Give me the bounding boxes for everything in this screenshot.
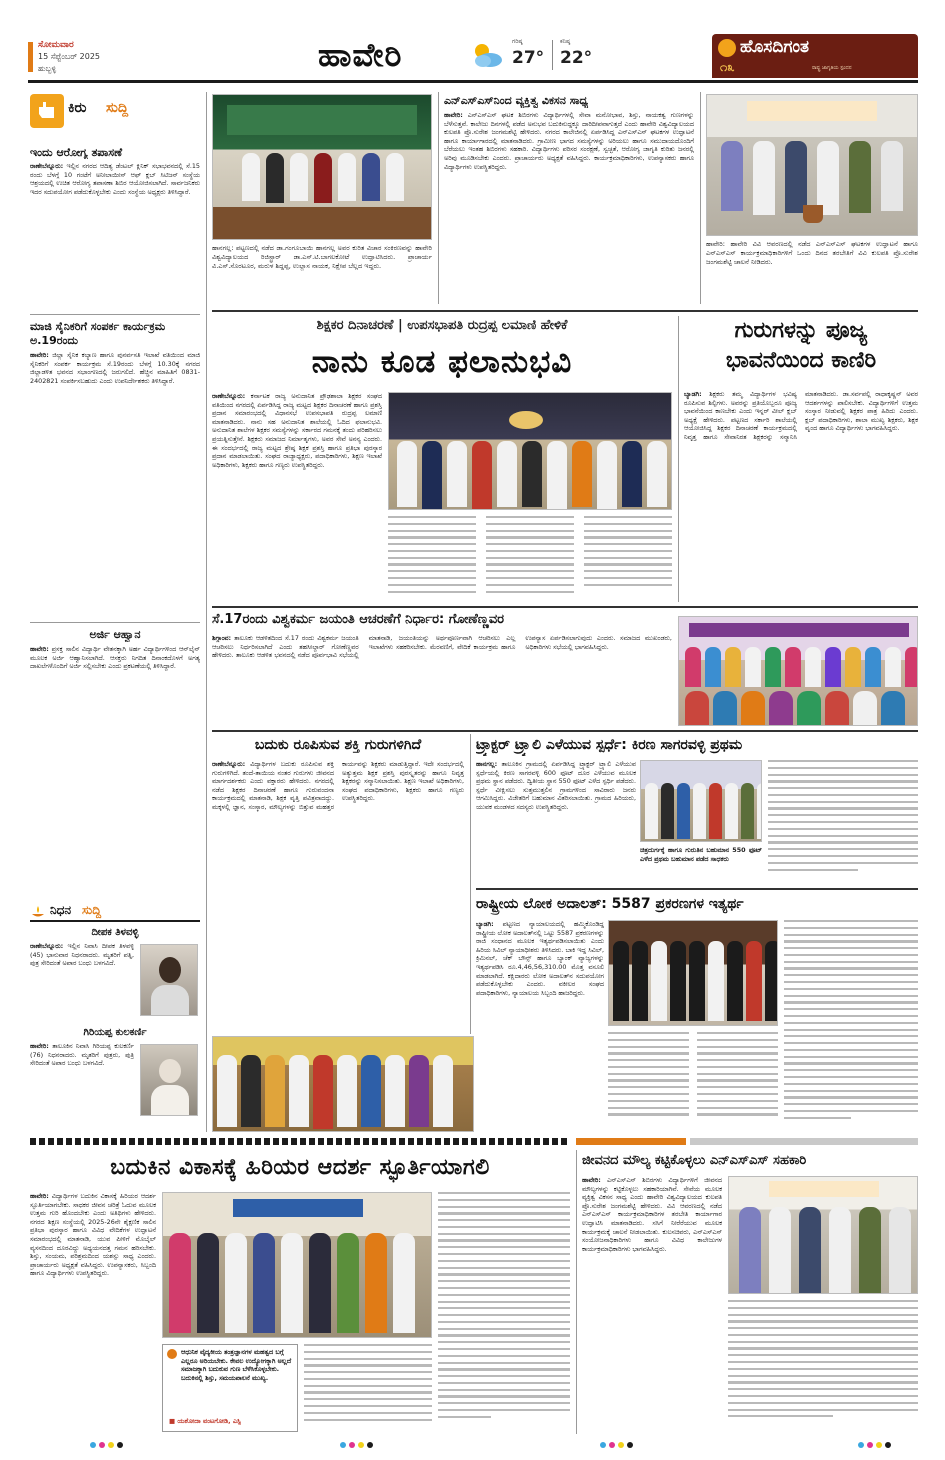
gurugalu-text: ಶಿಕ್ಷಕರು ತಮ್ಮ ವಿದ್ಯಾರ್ಥಿಗಳ ಭವಿಷ್ಯ ರೂಪಿಸುವ ಶಿಲ್ಪಿಗಳು. ಅವರನ್ನು ಪ್ರತಿಯೊಬ್ಬರೂ ಪೂಜ್ಯ ಭಾವನೆಯಿಂದ ಕಾಣಬೇಕು ಎಂದು ಇನ್ನರ್ ವೀಲ್ ಕ್ಲಬ್ ಅಧ್ಯಕ್ಷೆ ಹೇಳಿದರು. ಪಟ್ಟಣದ ಸರ್ಕಾರಿ ಶಾಲೆಯಲ್ಲಿ ಆಯೋಜಿಸಿದ್ದ ಶಿಕ್ಷಕರ ದಿನಾಚರಣೆ ಕಾರ್ಯಕ್ರಮದಲ್ಲಿ ನಿವೃತ್ತ ಹಾಗೂ ಸೇವಾನಿರತ ಶಿಕ್ಷಕರನ್ನು ಸನ್ಮಾನಿಸಿ ಮಾತನಾಡಿದರು. ಡಾ.ಸರ್ವಪಲ್ಲಿ ರಾಧಾಕೃಷ್ಣನ್ ಅವರ ಆದರ್ಶಗಳನ್ನು ಪಾಲಿಸಬೇಕು. ವಿದ್ಯಾರ್ಥಿಗಳಿಗೆ ಉತ್ತಮ ಸಂಸ್ಕಾರ ನೀಡುವಲ್ಲಿ ಶಿಕ್ಷಕರ ಪಾತ್ರ ಹಿರಿದು ಎಂದರು. ಕ್ಲಬ್ ಪದಾಧಿಕಾರಿಗಳು, ಶಾಲಾ ಮುಖ್ಯ ಶಿಕ್ಷಕರು, ಶಿಕ್ಷಕ ವೃಂದ ಹಾಗೂ ವಿದ್ಯಾರ್ಥಿಗಳು ಭಾಗವಹಿಸಿದ್ದರು. <box>684 390 918 441</box>
lok-adalat-dateline: ಬ್ಯಾಡಗಿ: <box>476 920 494 928</box>
vishwakarma-text: ತಾಲೂಕು ಆಡಳಿತದಿಂದ ಸೆ.17 ರಂದು ವಿಶ್ವಕರ್ಮ ಜಯಂತಿ ಆಚರಿಸಲು ನಿರ್ಧರಿಸಲಾಗಿದೆ ಎಂದು ತಹಸೀಲ್ದಾರ್ ಗೋಣೆಣ್ಣವರ ಹೇಳಿದರು. ತಾಲೂಕು ಆಡಳಿತ ಭವನದಲ್ಲಿ ನಡೆದ ಪೂರ್ವಭಾವಿ ಸಭೆಯಲ್ಲಿ ಮಾತನಾಡಿ, ಜಯಂತಿಯನ್ನು ಅರ್ಥಪೂರ್ಣವಾಗಿ ಆಚರಿಸಲು ಎಲ್ಲ ಇಲಾಖೆಗಳು ಸಹಕರಿಸಬೇಕು. ಮೆರವಣಿಗೆ, ವೇದಿಕೆ ಕಾರ್ಯಕ್ರಮ ಹಾಗೂ ಉಪನ್ಯಾಸ ಏರ್ಪಡಿಸಲಾಗುವುದು ಎಂದರು. ಸಮಾಜದ ಮುಖಂಡರು, ಅಧಿಕಾರಿಗಳು ಸಭೆಯಲ್ಲಿ ಭಾಗವಹಿಸಿದ್ದರು. <box>212 634 672 660</box>
brand-name: ಹೊಸದಿಗಂತ <box>740 37 810 57</box>
masthead-rule <box>28 80 918 83</box>
obituary-text: ಇಲ್ಲಿನ ನಿವಾಸಿ ದೀಪಕ ತಿಳವಳ್ಳಿ (45) ಭಾನುವಾರ ನಿಧನರಾದರು. ಮೃತರಿಗೆ ಪತ್ನಿ, ಪುತ್ರ ಸೇರಿದಂತೆ ಅಪಾರ ಬಂಧು ಬಳಗವಿದೆ. <box>30 942 134 968</box>
masthead-title: ಹಾವೇರಿ <box>318 36 403 74</box>
quote-text: ಆಧುನಿಕ ವೈದ್ಯಕೀಯ ತಂತ್ರಜ್ಞಾನಗಳ ಮಹತ್ವದ ಬಗ್ಗೆ ಎಲ್ಲರೂ ಅರಿಯಬೇಕು. ಕೇವಲ ಉದ್ಯೋಗಕ್ಕಾಗಿ ಅಲ್ಲದೆ ಸಮಾಜಕ್ಕಾಗಿ ಬದುಕುವ ಗುಣ ಬೆಳೆಸಿಕೊಳ್ಳಬೇಕು. ಬದುಕಿನಲ್ಲಿ ಶಿಸ್ತು, ಸಮಯಪಾಲನೆ ಮುಖ್ಯ. <box>181 1348 292 1382</box>
brief-lead: ಹಾವೇರಿ: <box>30 645 49 653</box>
temp-divider <box>552 40 553 70</box>
column-rule <box>470 734 471 1034</box>
masthead-day: ಸೋಮವಾರ <box>38 40 74 50</box>
vishwakarma-headline: ಸೆ.17ರಂದು ವಿಶ್ವಕರ್ಮ ಜಯಂತಿ ಆಚರಣೆಗೆ ನಿರ್ಧಾರ: ಗೋಣೆಣ್ಣವರ <box>212 612 505 627</box>
brief-body <box>30 162 200 302</box>
hiriyara-photo-lamp <box>162 1192 432 1338</box>
nidhana-header <box>30 902 200 922</box>
hiriyara-body-continued-b <box>438 1192 570 1432</box>
event-photo-caption: ಹಾನಗಲ್ಲ: ಪಟ್ಟಣದಲ್ಲಿ ನಡೆದ ಡಾ.ಗಂಗೂಬಾಯಿ ಹಾನಗಲ್ಲ ಅವರ ಕುರಿತ ವಿಚಾರ ಸಂಕಿರಣವನ್ನು ಹಾವೇರಿ ವಿಶ್ವವಿದ್ಯಾಲಯದ ರಿಜಿಸ್ಟ್ರಾರ್ ಡಾ.ಎಸ್.ಟಿ.ಬಾಗಲಕೋಟೆ ಉದ್ಘಾಟಿಸಿದರು. ಪ್ರಾಚಾರ್ಯ ವಿ.ಎಸ್.ಸೊರಟೂರ, ಮರುಳ ಶಿದ್ದಪ್ಪ, ಉಲ್ಲಾಸ ನಾಯಕ, ನಿಕ್ಷೇಪ ಬೆಲ್ಲದ ಇದ್ದರು. <box>212 244 432 270</box>
gurugalu-body <box>684 390 918 602</box>
nss-photo-plant <box>706 94 918 236</box>
quote-author: ■ ಯಶೋದಾ ವಂಟಗೋಡಿ, ಎಸ್ಪಿ <box>169 1417 242 1425</box>
tractor-headline: ಟ್ರ್ಯಾಕ್ಟರ್ ಟ್ರ್ಯಾಲಿ ಎಳೆಯುವ ಸ್ಪರ್ಧೆ: ಕಿರಣ ಸಾಗರವಳ್ಳಿ ಪ್ರಥಮ <box>476 737 743 753</box>
temp-min-label: ಕನಿಷ್ಠ <box>560 38 571 45</box>
column-rule <box>700 92 701 304</box>
event-photo-stage <box>212 94 432 240</box>
lamp-icon <box>30 904 46 918</box>
weather-icon <box>470 40 504 70</box>
baduku-dateline: ರಾಣೇಬೆನ್ನೂರು: <box>212 760 246 768</box>
brief-lead: ರಾಣೇಬೆನ್ನೂರು: <box>30 162 64 170</box>
kirusuddi-label-orange: ಸುದ್ದಿ <box>106 100 129 116</box>
nidhana-label-dark: ನಿಧನ <box>50 903 72 917</box>
tractor-body-right <box>768 760 918 882</box>
page-number: ೧೩ <box>720 60 735 75</box>
obituary-body <box>30 942 134 1020</box>
masthead-date-box <box>28 40 168 76</box>
brief-text: ಇಲ್ಲಿನ ನಗರದ ಆದಿತ್ಯ ಡೆಂಟಲ್ ಕ್ಲಿನಿಕ್ ಸಭಾಭವನದಲ್ಲಿ ಸೆ.15 ರಂದು ಬೆಳಗ್ಗೆ 10 ಗಂಟೆಗೆ ಅನೀಲಾಯೀಸ್ ಆಫ್ ಕ್ಲಬ್ ಸಿಟಿಜನ್ ಸಂಸ್ಥೆಯ ಆಶ್ರಯದಲ್ಲಿ ಉಚಿತ ಆರೋಗ್ಯ ತಪಾಸಣಾ ಶಿಬಿರ ಆಯೋಜಿಸಲಾಗಿದೆ. ಸಾರ್ವಜನಿಕರು ಇದರ ಸದುಪಯೋಗ ಪಡೆದುಕೊಳ್ಳಬೇಕು ಎಂದು ಸಂಸ್ಥೆಯ ಅಧ್ಯಕ್ಷರು ತಿಳಿಸಿದ್ದಾರೆ. <box>30 162 200 196</box>
nss-bottom-text: ಎನ್‌ಎಸ್‌ಎಸ್ ಶಿಬಿರಗಳು ವಿದ್ಯಾರ್ಥಿಗಳಿಗೆ ಜೀವನದ ಮೌಲ್ಯಗಳನ್ನು ಕಟ್ಟಿಕೊಳ್ಳಲು ಸಹಕಾರಿಯಾಗಿವೆ. ಸೇವೆಯ ಮೂಲಕ ವ್ಯಕ್ತಿತ್ವ ವಿಕಸನ ಸಾಧ್ಯ ಎಂದು ಹಾವೇರಿ ವಿಶ್ವವಿದ್ಯಾಲಯದ ಕುಲಪತಿ ಪ್ರೊ.ಸುರೇಶ ಜಂಗಮಶೆಟ್ಟಿ ಹೇಳಿದರು. ವಿವಿ ಆವರಣದಲ್ಲಿ ನಡೆದ ಎನ್‌ಎಸ್‌ಎಸ್ ಕಾರ್ಯಕ್ರಮಾಧಿಕಾರಿಗಳ ತರಬೇತಿ ಕಾರ್ಯಾಗಾರ ಉದ್ಘಾಟಿಸಿ ಮಾತನಾಡಿದರು. ಸಸಿಗೆ ನೀರೆರೆಯುವ ಮೂಲಕ ಕಾರ್ಯಕ್ರಮಕ್ಕೆ ಚಾಲನೆ ನೀಡಲಾಯಿತು. ಕುಲಸಚಿವರು, ಎನ್‌ಎಸ್‌ಎಸ್ ಸಂಯೋಜನಾಧಿಕಾರಿಗಳು ಹಾಗೂ ವಿವಿಧ ಕಾಲೇಜುಗಳ ಕಾರ್ಯಕ್ರಮಾಧಿಕಾರಿಗಳು ಭಾಗವಹಿಸಿದ್ದರು. <box>582 1176 722 1253</box>
nss-top-lead: ಹಾವೇರಿ: <box>444 111 463 119</box>
obituary-name: ದೀಪಕ ತಿಳವಳ್ಳಿ <box>91 927 139 938</box>
tractor-award-photo <box>640 760 762 842</box>
gurugalu-headline: ಗುರುಗಳನ್ನು ಪೂಜ್ಯ ಭಾವನೆಯಿಂದ ಕಾಣಿರಿ <box>725 318 877 373</box>
lead-dateline: ರಾಣೇಬೆನ್ನೂರು: <box>212 392 246 400</box>
lead-kicker: ಶಿಕ್ಷಕರ ದಿನಾಚರಣೆ | ಉಪಸಭಾಪತಿ ರುದ್ರಪ್ಪ ಲಮಾಣಿ ಹೇಳಿಕೆ <box>316 318 568 333</box>
baduku-text: ವಿದ್ಯಾರ್ಥಿಗಳ ಬದುಕು ರೂಪಿಸುವ ಶಕ್ತಿ ಗುರುಗಳಿಗಿದೆ. ತಂದೆ-ತಾಯಿಯ ನಂತರ ಗುರುಗಳು ಜೀವನದ ಮಾರ್ಗದರ್ಶಕರು ಎಂದು ವಕ್ತಾರರು ಹೇಳಿದರು. ನಗರದಲ್ಲಿ ನಡೆದ ಶಿಕ್ಷಕರ ದಿನಾಚರಣೆ ಹಾಗೂ ಗುರುವಂದನಾ ಕಾರ್ಯಕ್ರಮದಲ್ಲಿ ಮಾತನಾಡಿ, ಶಿಕ್ಷಕ ವೃತ್ತಿ ಪವಿತ್ರವಾದದ್ದು. ಮಕ್ಕಳಲ್ಲಿ ಜ್ಞಾನ, ಸಂಸ್ಕಾರ, ಮೌಲ್ಯಗಳನ್ನು ಬಿತ್ತುವ ಮಹತ್ತರ ಕಾರ್ಯವನ್ನು ಶಿಕ್ಷಕರು ಮಾಡುತ್ತಿದ್ದಾರೆ. ಇದೇ ಸಂದರ್ಭದಲ್ಲಿ ಅತ್ಯುತ್ತಮ ಶಿಕ್ಷಕ ಪ್ರಶಸ್ತಿ ಪುರಸ್ಕೃತರನ್ನು ಹಾಗೂ ನಿವೃತ್ತ ಶಿಕ್ಷಕರನ್ನು ಸನ್ಮಾನಿಸಲಾಯಿತು. ಶಿಕ್ಷಣ ಇಲಾಖೆ ಅಧಿಕಾರಿಗಳು, ಸಂಘದ ಪದಾಧಿಕಾರಿಗಳು, ಶಿಕ್ಷಕರು ಹಾಗೂ ಗಣ್ಯರು ಉಪಸ್ಥಿತರಿದ್ದರು. <box>212 760 464 811</box>
tractor-dateline: ಹಾನಗಲ್ಲ: <box>476 760 498 768</box>
section-band-dark <box>30 1138 570 1145</box>
lead-text: ಕರ್ನಾಟಕ ರಾಜ್ಯ ಅನುದಾನಿತ ಪ್ರೌಢಶಾಲಾ ಶಿಕ್ಷಕರ ಸಂಘದ ವತಿಯಿಂದ ನಗರದಲ್ಲಿ ಏರ್ಪಡಿಸಿದ್ದ ರಾಜ್ಯ ಮಟ್ಟದ ಶಿಕ್ಷಕರ ದಿನಾಚರಣೆ ಹಾಗೂ ಪ್ರಶಸ್ತಿ ಪ್ರದಾನ ಸಮಾರಂಭದಲ್ಲಿ ವಿಧಾನಸಭೆ ಉಪಸಭಾಪತಿ ರುದ್ರಪ್ಪ ಲಮಾಣಿ ಮಾತನಾಡಿದರು. ನಾನು ಸಹ ಅನುದಾನಿತ ಶಾಲೆಯಲ್ಲಿ ಓದಿದ ಫಲಾನುಭವಿ. ಅನುದಾನಿತ ಶಾಲೆಗಳ ಶಿಕ್ಷಕರ ಸಮಸ್ಯೆಗಳನ್ನು ಸರ್ಕಾರದ ಗಮನಕ್ಕೆ ತಂದು ಪರಿಹರಿಸಲು ಪ್ರಯತ್ನಿಸುತ್ತೇನೆ. ಶಿಕ್ಷಕರು ಸಮಾಜದ ನಿರ್ಮಾತೃಗಳು, ಅವರ ಸೇವೆ ಅನನ್ಯ ಎಂದರು. ಈ ಸಂದರ್ಭದಲ್ಲಿ ರಾಜ್ಯ ಮಟ್ಟದ ಶ್ರೇಷ್ಠ ಶಿಕ್ಷಕ ಪ್ರಶಸ್ತಿ ಹಾಗೂ ಪ್ರತಿಭಾ ಪುರಸ್ಕಾರ ಪ್ರದಾನ ಮಾಡಲಾಯಿತು. ಸಂಘದ ರಾಜ್ಯಾಧ್ಯಕ್ಷರು, ಪದಾಧಿಕಾರಿಗಳು, ಶಿಕ್ಷಣ ಇಲಾಖೆ ಅಧಿಕಾರಿಗಳು, ಶಿಕ್ಷಕರು ಹಾಗೂ ಗಣ್ಯರು ಉಪಸ್ಥಿತರಿದ್ದರು. <box>212 392 382 469</box>
kirusuddi-label-dark: ಕಿರು <box>68 100 87 116</box>
hiriyara-text: ವಿದ್ಯಾರ್ಥಿಗಳ ಬದುಕಿನ ವಿಕಾಸಕ್ಕೆ ಹಿರಿಯರ ಆದರ್ಶ ಸ್ಫೂರ್ತಿಯಾಗಬೇಕು. ಸಾಧಕರ ಜೀವನ ಚರಿತ್ರೆ ಓದುವ ಮೂಲಕ ಉತ್ತಮ ಗುರಿ ಹೊಂದಬೇಕು ಎಂದು ಅತಿಥಿಗಳು ಹೇಳಿದರು. ನಗರದ ಶಿಕ್ಷಣ ಸಂಸ್ಥೆಯಲ್ಲಿ 2025-26ನೇ ಶೈಕ್ಷಣಿಕ ಸಾಲಿನ ಪ್ರತಿಭಾ ಪುರಸ್ಕಾರ ಹಾಗೂ ವಿವಿಧ ವೇದಿಕೆಗಳ ಉದ್ಘಾಟನೆ ಸಮಾರಂಭದಲ್ಲಿ ಮಾತನಾಡಿ, ಯುವ ಪೀಳಿಗೆ ಮೊಬೈಲ್ ವ್ಯಸನದಿಂದ ದೂರವಿದ್ದು ಅಧ್ಯಯನದತ್ತ ಗಮನ ಹರಿಸಬೇಕು. ಶಿಸ್ತು, ಸಂಯಮ, ಪರಿಶ್ರಮದಿಂದ ಯಶಸ್ಸು ಸಾಧ್ಯ ಎಂದರು. ಪ್ರಾಚಾರ್ಯರು ಅಧ್ಯಕ್ಷತೆ ವಹಿಸಿದ್ದರು. ಉಪನ್ಯಾಸಕರು, ಸಿಬ್ಬಂದಿ ಹಾಗೂ ವಿದ್ಯಾರ್ಥಿಗಳು ಉಪಸ್ಥಿತರಿದ್ದರು. <box>30 1192 156 1278</box>
lok-adalat-body-bottom <box>608 1032 778 1132</box>
masthead-date: 15 ಸೆಪ್ಟೆಂಬರ್ 2025 <box>38 52 101 61</box>
hiriyara-body-continued-a <box>304 1344 432 1432</box>
vishwakarma-dateline: ಶಿಗ್ಗಾಂವ: <box>212 634 232 642</box>
court-photo <box>608 920 778 1026</box>
obituary-2 <box>30 1026 200 1126</box>
obituary-lead: ಹಾವೇರಿ: <box>30 1042 49 1050</box>
registration-marks <box>340 1442 373 1448</box>
brief-title: ಮಾಜಿ ಸೈನಿಕರಿಗೆ ಸಂಪರ್ಕ ಕಾರ್ಯಕ್ರಮ ಅ.19ರಂದು <box>30 320 166 347</box>
hiriyara-body <box>30 1192 156 1432</box>
lead-body <box>212 392 382 600</box>
quote-marker-icon <box>167 1349 177 1359</box>
section-band-gray <box>690 1138 918 1145</box>
baduku-photo-felicitation <box>212 1036 474 1132</box>
column-rule <box>576 1150 577 1434</box>
registration-marks <box>858 1442 891 1448</box>
obituary-portrait <box>140 944 198 1016</box>
nss-bottom-dateline: ಹಾವೇರಿ: <box>582 1176 601 1184</box>
teachers-group-photo <box>678 616 918 726</box>
nss-top-headline: ಎನ್‌ಎಸ್‌ಎಸ್‌ನಿಂದ ವ್ಯಕ್ತಿತ್ವ ವಿಕಸನ ಸಾಧ್ಯ <box>444 94 589 107</box>
nss-bottom-photo <box>728 1176 918 1294</box>
obituary-text: ತಾಲೂಕಿನ ನಿವಾಸಿ ಗಿರಿಯಪ್ಪ ಕುಲಕರ್ಣಿ (76) ನಿಧನರಾದರು. ಮೃತರಿಗೆ ಪುತ್ರರು, ಪುತ್ರಿ ಸೇರಿದಂತೆ ಅಪಾರ ಬಂಧು ಬಳಗವಿದೆ. <box>30 1042 134 1068</box>
nidhana-label-orange: ಸುದ್ದಿ <box>82 903 102 917</box>
row-rule <box>212 730 918 732</box>
nss-top-body <box>444 111 694 301</box>
tractor-body-left <box>476 760 636 882</box>
lead-photo-lamp <box>388 392 672 510</box>
column-rule-left <box>206 92 207 1132</box>
section-band-orange <box>576 1138 686 1145</box>
pointing-hand-icon <box>30 94 64 128</box>
brief-lead: ಹಾವೇರಿ: <box>30 351 49 359</box>
nss-bottom-body <box>582 1176 722 1432</box>
row-rule <box>212 310 918 312</box>
obituary-lead: ರಾಣೇಬೆನ್ನೂರು: <box>30 942 64 950</box>
brief-item-3 <box>30 628 200 878</box>
brand-logo-icon <box>718 39 736 57</box>
vishwakarma-body <box>212 634 672 726</box>
column-rule <box>438 92 439 304</box>
lead-headline: ನಾನು ಕೂಡ ಫಲಾನುಭವಿ <box>311 344 573 380</box>
obituary-name: ಗಿರಿಯಪ್ಪ ಕುಲಕರ್ಣಿ <box>83 1027 147 1038</box>
temp-max-label: ಗರಿಷ್ಠ <box>512 38 523 45</box>
masthead-city: ಹುಬ್ಬಳ್ಳಿ <box>38 64 57 73</box>
baduku-headline: ಬದುಕು ರೂಪಿಸುವ ಶಕ್ತಿ ಗುರುಗಳಿಗಿದೆ <box>254 737 422 753</box>
tractor-photo-caption: ಚಿತ್ರದುರ್ಗಕ್ಕೆ ಹಾಗೂ ಗುರುತಿನ ಬಹುಮಾನ 550 ಫೂಟ್ ಎಳೆದ ಪ್ರಥಮ ಬಹುಮಾನ ಪಡೆದ ಸಾಧಕರು <box>640 846 762 863</box>
obituary-1 <box>30 926 200 1022</box>
obituary-body <box>30 1042 134 1122</box>
kirusuddi-header <box>30 94 200 128</box>
brand-block <box>712 34 918 78</box>
lead-body-continued <box>388 516 672 600</box>
row-rule <box>476 888 918 890</box>
brief-text: ಪ್ರಸಕ್ತ ಸಾಲಿನ ವಿದ್ಯಾರ್ಥಿ ವೇತನಕ್ಕಾಗಿ ಅರ್ಹ ವಿದ್ಯಾರ್ಥಿಗಳಿಂದ ಆನ್‌ಲೈನ್ ಮೂಲಕ ಅರ್ಜಿ ಆಹ್ವಾನಿಸಲಾಗಿದೆ. ಆಸಕ್ತರು ನಿಗದಿತ ದಿನಾಂಕದೊಳಗೆ ಅಗತ್ಯ ದಾಖಲೆಗಳೊಂದಿಗೆ ಅರ್ಜಿ ಸಲ್ಲಿಸಬೇಕು ಎಂದು ಪ್ರಕಟಣೆಯಲ್ಲಿ ತಿಳಿಸಿದ್ದಾರೆ. <box>30 645 200 671</box>
temp-max: 27° <box>512 48 545 68</box>
nss-photo-caption: ಹಾವೇರಿ: ಹಾವೇರಿ ವಿವಿ ಆವರಣದಲ್ಲಿ ನಡೆದ ಎನ್‌ಎಸ್‌ಎಸ್ ಘಟಕಗಳ ಉದ್ಘಾಟನೆ ಹಾಗೂ ಎನ್‌ಎಸ್‌ಎಸ್ ಕಾರ್ಯಕ್ರಮಾಧಿಕಾರಿಗಳಿಗೆ ಒಂದು ದಿನದ ತರಬೇತಿಗೆ ವಿವಿ ಕುಲಪತಿ ಪ್ರೊ.ಸುರೇಶ ಜಂಗಮಶೆಟ್ಟಿ ಚಾಲನೆ ನೀಡಿದರು. <box>706 240 918 266</box>
lok-adalat-body-left <box>476 920 604 1132</box>
nss-bottom-headline: ಜೀವನದ ಮೌಲ್ಯ ಕಟ್ಟಿಕೊಳ್ಳಲು ಎನ್‌ಎಸ್‌ಎಸ್ ಸಹಕಾರಿ <box>582 1153 807 1168</box>
registration-marks <box>90 1442 123 1448</box>
tractor-text: ತಾಲೂಕಿನ ಗ್ರಾಮದಲ್ಲಿ ಏರ್ಪಡಿಸಿದ್ದ ಟ್ರ್ಯಾಕ್ಟರ್ ಟ್ರ್ಯಾಲಿ ಎಳೆಯುವ ಸ್ಪರ್ಧೆಯಲ್ಲಿ ಕಿರಣ ಸಾಗರವಳ್ಳಿ 600 ಫೂಟ್ ದೂರ ಎಳೆಯುವ ಮೂಲಕ ಪ್ರಥಮ ಸ್ಥಾನ ಪಡೆದರು. ದ್ವಿತೀಯ ಸ್ಥಾನ 550 ಫೂಟ್ ಎಳೆದ ಸ್ಪರ್ಧಿ ಪಡೆದರು. ಸ್ಪರ್ಧೆ ವೀಕ್ಷಿಸಲು ಸುತ್ತಮುತ್ತಲಿನ ಗ್ರಾಮಗಳಿಂದ ಸಾವಿರಾರು ಜನರು ಆಗಮಿಸಿದ್ದರು. ವಿಜೇತರಿಗೆ ಬಹುಮಾನ ವಿತರಿಸಲಾಯಿತು. ಗ್ರಾಮದ ಹಿರಿಯರು, ಯುವಕ ಮಂಡಳದ ಸದಸ್ಯರು ಉಪಸ್ಥಿತರಿದ್ದರು. <box>476 760 636 811</box>
lok-adalat-headline: ರಾಷ್ಟ್ರೀಯ ಲೋಕ ಅದಾಲತ್: 5587 ಪ್ರಕರಣಗಳ ಇತ್ಯರ್ಥ <box>476 896 744 912</box>
masthead-orange-bar <box>28 42 33 72</box>
brief-body <box>30 351 200 613</box>
nss-top-article <box>444 94 694 304</box>
lok-adalat-text: ಪಟ್ಟಣದ ನ್ಯಾಯಾಲಯದಲ್ಲಿ ಹಮ್ಮಿಕೊಂಡಿದ್ದ ರಾಷ್ಟ್ರೀಯ ಲೋಕ ಅದಾಲತ್‌ನಲ್ಲಿ ಒಟ್ಟು 5587 ಪ್ರಕರಣಗಳನ್ನು ರಾಜಿ ಸಂಧಾನದ ಮೂಲಕ ಇತ್ಯರ್ಥಪಡಿಸಲಾಯಿತು ಎಂದು ಹಿರಿಯ ಸಿವಿಲ್ ನ್ಯಾಯಾಧೀಶರು ತಿಳಿಸಿದರು. ಬಾಕಿ ಇದ್ದ ಸಿವಿಲ್, ಕ್ರಿಮಿನಲ್, ಚೆಕ್ ಬೌನ್ಸ್ ಹಾಗೂ ಬ್ಯಾಂಕ್ ವ್ಯಾಜ್ಯಗಳನ್ನು ಇತ್ಯರ್ಥಪಡಿಸಿ ರೂ.4,46,56,310.00 ಮೊತ್ತ ವಸೂಲಿ ಮಾಡಲಾಗಿದೆ. ಕಕ್ಷಿದಾರರು ಲೋಕ ಅದಾಲತ್‌ನ ಸದುಪಯೋಗ ಪಡೆದುಕೊಳ್ಳಬೇಕು ಎಂದರು. ವಕೀಲರ ಸಂಘದ ಪದಾಧಿಕಾರಿಗಳು, ನ್ಯಾಯಾಲಯ ಸಿಬ್ಬಂದಿ ಹಾಜರಿದ್ದರು. <box>476 920 604 997</box>
registration-marks <box>600 1442 633 1448</box>
quote-box <box>162 1344 298 1432</box>
nss-bottom-body-continued <box>728 1300 918 1432</box>
row-rule <box>212 606 918 608</box>
hiriyara-headline: ಬದುಕಿನ ವಿಕಾಸಕ್ಕೆ ಹಿರಿಯರ ಆದರ್ಶ ಸ್ಫೂರ್ತಿಯಾಗಲಿ <box>110 1155 490 1180</box>
brief-title: ಅರ್ಜಿ ಆಹ್ವಾನ <box>89 628 141 641</box>
obituary-portrait <box>140 1044 198 1116</box>
column-rule <box>678 316 679 602</box>
brief-divider <box>30 314 200 315</box>
hiriyara-dateline: ಹಾವೇರಿ: <box>30 1192 49 1200</box>
brief-item-2 <box>30 320 200 616</box>
brief-text: ಜಿಲ್ಲಾ ಸೈನಿಕ ಕಲ್ಯಾಣ ಹಾಗೂ ಪುನರ್ವಸತಿ ಇಲಾಖೆ ವತಿಯಿಂದ ಮಾಜಿ ಸೈನಿಕರಿಗೆ ಸಂಪರ್ಕ ಕಾರ್ಯಕ್ರಮ ಸೆ.19ರಂದು ಬೆಳಗ್ಗೆ 10.30ಕ್ಕೆ ನಗರದ ಜಿಲ್ಲಾಡಳಿತ ಭವನದ ಸಭಾಂಗಣದಲ್ಲಿ ಜರುಗಲಿದೆ. ಹೆಚ್ಚಿನ ಮಾಹಿತಿಗೆ 0831-2402821 ಸಂಪರ್ಕಿಸಬಹುದು ಎಂದು ಉಪನಿರ್ದೇಶಕರು ತಿಳಿಸಿದ್ದಾರೆ. <box>30 351 200 385</box>
temp-min: 22° <box>560 48 593 68</box>
masthead <box>0 0 945 78</box>
lok-adalat-body-right <box>784 920 918 1132</box>
brief-title: ಇಂದು ಆರೋಗ್ಯ ತಪಾಸಣೆ <box>30 146 123 159</box>
gurugalu-dateline: ಬ್ಯಾಡಗಿ: <box>684 390 702 398</box>
brief-divider <box>30 622 200 623</box>
baduku-body <box>212 760 464 1032</box>
nss-top-text: ಎನ್‌ಎಸ್‌ಎಸ್ ಘಟಕ ಶಿಬಿರಗಳು ವಿದ್ಯಾರ್ಥಿಗಳಲ್ಲಿ ಸೇವಾ ಮನೋಭಾವ, ಶಿಸ್ತು, ನಾಯಕತ್ವ ಗುಣಗಳನ್ನು ಬೆಳೆಸುತ್ತವೆ. ಕಾಲೇಜು ದಿನಗಳಲ್ಲಿ ಪಡೆದ ಅನುಭವ ಬದುಕಿನುದ್ದಕ್ಕೂ ದಾರಿದೀಪವಾಗುತ್ತದೆ ಎಂದು ಹಾವೇರಿ ವಿಶ್ವವಿದ್ಯಾಲಯದ ಕುಲಪತಿ ಪ್ರೊ.ಸುರೇಶ ಜಂಗಮಶೆಟ್ಟಿ ಹೇಳಿದರು. ನಗರದ ಕಾಲೇಜಿನಲ್ಲಿ ಏರ್ಪಡಿಸಿದ್ದ ಎನ್‌ಎಸ್‌ಎಸ್ ಘಟಕಗಳ ಉದ್ಘಾಟನೆ ಹಾಗೂ ಕಾರ್ಯಾಗಾರದಲ್ಲಿ ಮಾತನಾಡಿದರು. ಗ್ರಾಮೀಣ ಭಾಗದ ಸಮಸ್ಯೆಗಳನ್ನು ಅರಿಯಲು ಹಾಗೂ ಸಮುದಾಯದೊಂದಿಗೆ ಬೆರೆಯಲು ಇಂತಹ ಶಿಬಿರಗಳು ಸಹಕಾರಿ. ವಿದ್ಯಾರ್ಥಿಗಳು ಪರಿಸರ ಸಂರಕ್ಷಣೆ, ಸ್ವಚ್ಛತೆ, ಆರೋಗ್ಯ ಜಾಗೃತಿ ಕುರಿತು ಜನರಲ್ಲಿ ಅರಿವು ಮೂಡಿಸಬೇಕು ಎಂದರು. ಪ್ರಾಚಾರ್ಯರು ಅಧ್ಯಕ್ಷತೆ ವಹಿಸಿದ್ದರು. ಕಾರ್ಯಕ್ರಮಾಧಿಕಾರಿಗಳು, ಉಪನ್ಯಾಸಕರು ಹಾಗೂ ವಿದ್ಯಾರ್ಥಿಗಳು ಉಪಸ್ಥಿತರಿದ್ದರು. <box>444 111 694 171</box>
brief-body <box>30 645 200 873</box>
brand-tagline: ರಾಷ್ಟ್ರ ಜಾಗೃತಿಯ ಸ್ಪಂದನ <box>812 65 852 71</box>
brief-item-1 <box>30 146 200 304</box>
